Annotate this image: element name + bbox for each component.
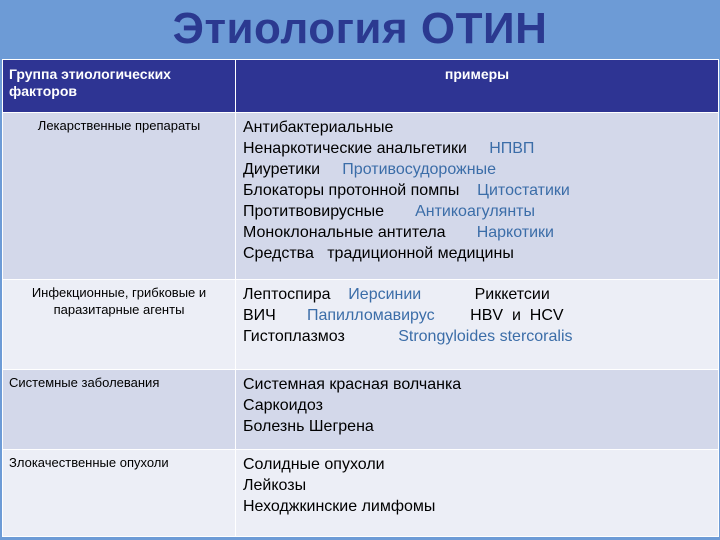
highlighted-example: Папилломавирус [306, 307, 435, 324]
example-text: Лептоспира [243, 286, 331, 303]
table-row-malignant [3, 450, 719, 537]
example-text: Саркоидоз [243, 397, 323, 414]
example-line [243, 180, 711, 201]
example-text: ВИЧ [243, 307, 276, 324]
table-row-drugs [3, 113, 719, 280]
example-text [446, 224, 477, 241]
example-line [243, 159, 711, 180]
example-text [467, 140, 489, 157]
slide-title: Этиология ОТИН [172, 4, 548, 53]
group-cell: Системные заболевания [3, 370, 236, 450]
example-line [243, 284, 711, 305]
example-line [243, 138, 711, 159]
header-group-column: Группа этиологических факторов [3, 60, 236, 113]
example-text: HBV и HCV [434, 307, 564, 324]
example-text [459, 182, 477, 199]
highlighted-example: Иерсинии [348, 286, 422, 303]
header-examples-column: примеры [236, 60, 719, 113]
group-cell: Лекарственные препараты [3, 113, 236, 280]
table-row-infections [3, 280, 719, 370]
example-text: Болезнь Шегрена [243, 418, 374, 435]
example-line [243, 416, 711, 437]
example-line [243, 374, 711, 395]
examples-cell [236, 450, 719, 537]
highlighted-example: Противосудорожные [342, 161, 496, 178]
example-text: Моноклональные антитела [243, 224, 446, 241]
example-line [243, 305, 711, 326]
example-line [243, 243, 711, 264]
example-line [243, 475, 711, 496]
group-cell: Инфекционные, грибковые и паразитарные агенты [3, 280, 236, 370]
highlighted-example: Наркотики [476, 224, 554, 241]
etiology-table [2, 59, 719, 537]
examples-cell [236, 113, 719, 280]
example-text [320, 161, 342, 178]
example-text [276, 307, 307, 324]
example-text: Лейкозы [243, 477, 307, 494]
examples-cell [236, 370, 719, 450]
example-text: Блокаторы протонной помпы [243, 182, 460, 199]
example-text: Системная красная волчанка [243, 376, 462, 393]
example-line [243, 454, 711, 475]
example-line [243, 496, 711, 517]
example-text: Антибактериальные [243, 119, 394, 136]
example-text [331, 286, 349, 303]
highlighted-example: Цитостатики [477, 182, 570, 199]
table-row-systemic [3, 370, 719, 450]
example-text: Протитвовирусные [243, 203, 384, 220]
example-line [243, 117, 711, 138]
example-text [384, 203, 415, 220]
example-text: Неходжкинские лимфомы [243, 498, 436, 515]
example-line [243, 201, 711, 222]
example-text: Солидные опухоли [243, 456, 385, 473]
examples-cell [236, 280, 719, 370]
group-cell: Злокачественные опухоли [3, 450, 236, 537]
example-text: Диуретики [243, 161, 321, 178]
example-line [243, 395, 711, 416]
example-line [243, 326, 711, 347]
example-text: Средства традиционной медицины [243, 245, 514, 262]
example-text [345, 328, 398, 345]
table-header-row [3, 60, 719, 113]
example-text: Гистоплазмоз [243, 328, 345, 345]
highlighted-example: НПВП [489, 140, 535, 157]
example-text: Риккетсии [421, 286, 550, 303]
example-line [243, 222, 711, 243]
highlighted-example: Strongyloides stercoralis [398, 328, 573, 345]
example-text: Ненаркотические анальгетики [243, 140, 467, 157]
highlighted-example: Антикоагулянты [415, 203, 535, 220]
